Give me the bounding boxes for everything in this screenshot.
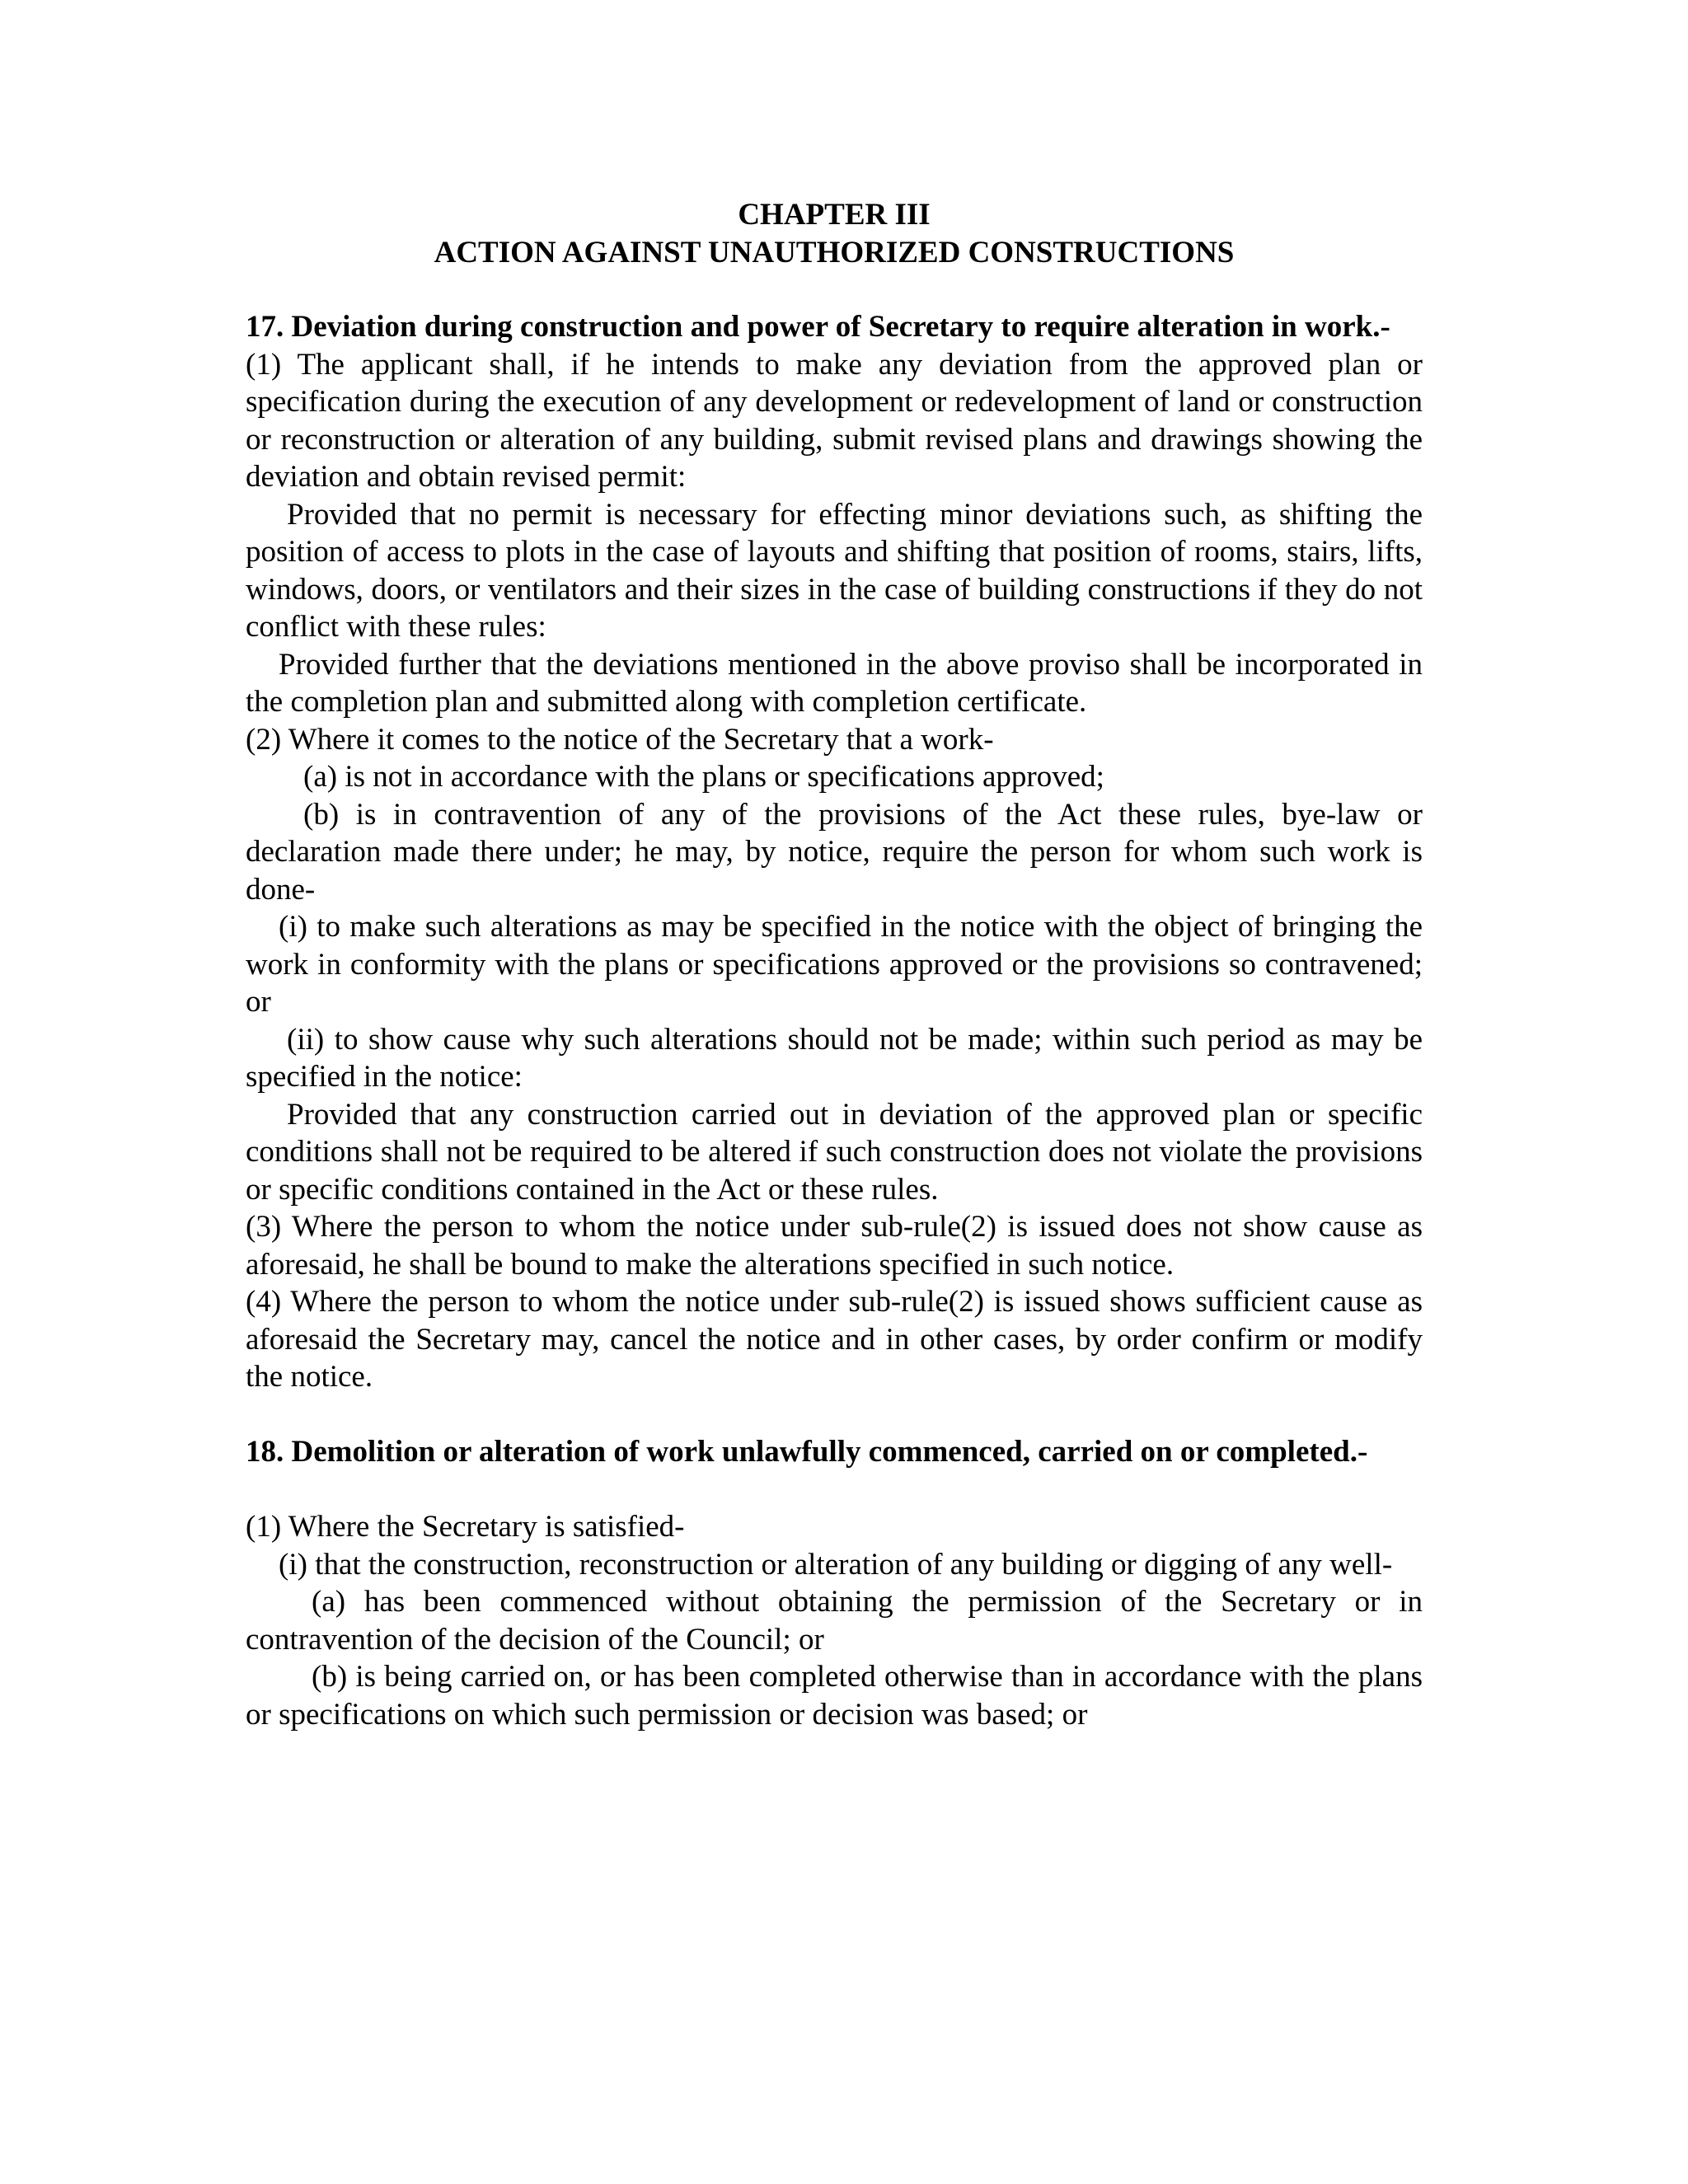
document-page: [246, 196, 1423, 1733]
section-18-clause-b: (b) is being carried on, or has been completed otherwise than in accordance with the plans or specifications on which such permission or decision was based; or: [246, 1660, 1423, 1732]
section-17-item-i: (i) to make such alterations as may be specified in the notice with the object of bringing the work in conformity with the plans or specifications approved or the provisions so contravened; or: [246, 910, 1423, 1019]
section-17-clause-a: (a) is not in accordance with the plans or specifications approved;: [303, 760, 1104, 794]
spacer: [246, 1470, 1423, 1508]
section-17-subrule-2: (2) Where it comes to the notice of the Secretary that a work-: [246, 722, 994, 757]
spacer: [246, 1396, 1423, 1433]
section-17-proviso-1: Provided that no permit is necessary for effecting minor deviations such, as shifting the position of access to plots in the case of layouts and shifting that position of rooms, stairs, lifts, windows, doors, or ventilators and their sizes in the case of building constructions if they do not conflict with these rules:: [246, 497, 1423, 644]
chapter-number: CHAPTER III: [738, 198, 931, 232]
section-18-clause-a: (a) has been commenced without obtaining the permission of the Secretary or in contravention of the decision of the Council; or: [246, 1585, 1423, 1657]
section-17-clause-b: (b) is in contravention of any of the provisions of the Act these rules, bye-law or declaration made there under; he may, by notice, require the person for whom such work is done-: [246, 797, 1423, 907]
section-17-item-ii: (ii) to show cause why such alterations should not be made; within such period as may be specified in the notice:: [246, 1022, 1423, 1094]
spacer: [246, 271, 1423, 308]
section-18-item-i: (i) that the construction, reconstruction or alteration of any building or digging of any well-: [279, 1547, 1393, 1582]
section-18-heading: 18. Demolition or alteration of work unlawfully commenced, carried on or completed.-: [246, 1434, 1368, 1469]
section-18-subrule-1: (1) Where the Secretary is satisfied-: [246, 1510, 685, 1544]
section-17-subrule-3: (3) Where the person to whom the notice under sub-rule(2) is issued does not show cause as aforesaid, he shall be bound to make the alterations specified in such notice.: [246, 1210, 1423, 1282]
section-17-subrule-4: (4) Where the person to whom the notice under sub-rule(2) is issued shows sufficient cause as aforesaid the Secretary may, cancel the notice and in other cases, by order confirm or modify the notice.: [246, 1285, 1423, 1394]
section-17-proviso-2: Provided further that the deviations mentioned in the above proviso shall be incorporated in the completion plan and submitted along with completion certificate.: [246, 647, 1423, 719]
section-17-heading: 17. Deviation during construction and power of Secretary to require alteration in work.-: [246, 310, 1390, 344]
section-17-proviso-3: Provided that any construction carried out in deviation of the approved plan or specific conditions shall not be required to be altered if such construction does not violate the provisions or specific conditions contained in the Act or these rules.: [246, 1097, 1423, 1207]
section-17-subrule-1: (1) The applicant shall, if he intends to make any deviation from the approved plan or specification during the execution of any development or redevelopment of land or construction or reconstruction or alteration of any building, submit revised plans and drawings showing the deviation and obtain revised permit:: [246, 347, 1423, 494]
chapter-title: ACTION AGAINST UNAUTHORIZED CONSTRUCTIONS: [434, 235, 1235, 269]
